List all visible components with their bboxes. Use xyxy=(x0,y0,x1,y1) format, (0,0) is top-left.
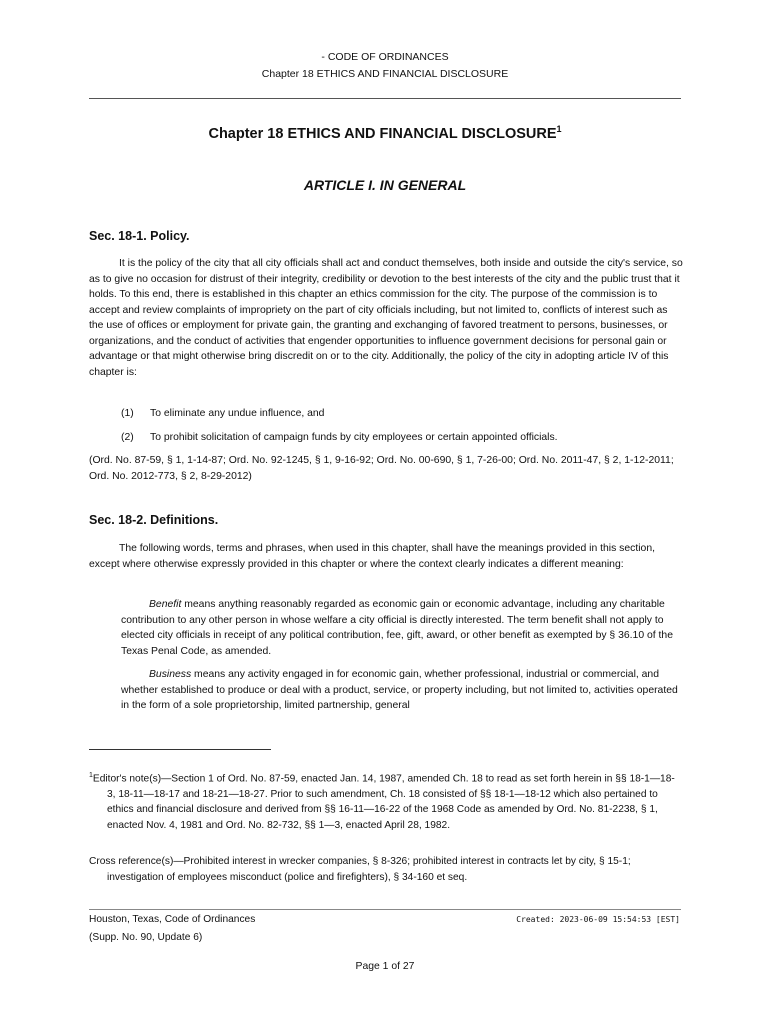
footnote-marker: 1 xyxy=(89,772,93,779)
header-divider xyxy=(89,98,681,99)
policy-list-item xyxy=(121,430,558,445)
chapter-title-text: Chapter 18 ETHICS AND FINANCIAL DISCLOSURE xyxy=(208,126,557,142)
footnote-editors-note xyxy=(89,768,681,833)
list-item-text: To eliminate any undue influence, and xyxy=(150,408,325,419)
definition-benefit xyxy=(121,597,681,659)
footnote-cross-reference: Cross reference(s)—Prohibited interest in wrecker companies, § 8-326; prohibited interest in contracts let by city, § 15-1; investigation of employees misconduct (police and firefighters), § 34-160 et seq. xyxy=(89,856,631,883)
footnote-text: Editor's note(s)—Section 1 of Ord. No. 87-59, enacted Jan. 14, 1987, amended Ch. 18 to read as set forth herein in §§ 18-1—18-3, 18-11—18-17 and 18-21—18-27. Prior to such amendment, Ch. 18 consisted of §§ 18-1—18-12 which also pertained to ethics and financial disclosure and derived from §§ 16-11—16-22 of the 1968 Code as amended by Ord. No. 81-2238, § 1, enacted Nov. 4, 1981 and Ord. No. 82-732, §§ 1—3, enacted April 28, 1982. xyxy=(92,773,675,831)
running-header-chapter: Chapter 18 ETHICS AND FINANCIAL DISCLOSURE xyxy=(261,68,509,80)
footer-divider xyxy=(89,909,681,910)
section-18-2-intro: The following words, terms and phrases, when used in this chapter, shall have the meanings provided in this section, except where otherwise expressly provided in this chapter or where the context clearly indicates a different meaning: xyxy=(89,543,655,570)
footer-created-timestamp: Created: 2023-06-09 15:54:53 [EST] xyxy=(516,915,680,924)
list-item-number: (1) xyxy=(121,408,134,419)
page-number: Page 1 of 27 xyxy=(355,961,415,972)
footnote-divider xyxy=(89,749,271,750)
section-18-1-body: It is the policy of the city that all city officials shall act and conduct themselves, both inside and outside the city's service, so as to give no occasion for distrust of their integrity, credibility or devotion to the best interests of the city and the public trust that it holds. To this end, there is established in this chapter an ethics commission for the city. The purpose of the commission is to accept and review complaints of impropriety on the part of city officials including, but not limited to, conflicts of interest such as the use of offices or employment for private gain, the granting and exchanging of favored treatment to persons, businesses, or organizations, and the conduct of activities that engender opportunities to influence government decisions for personal gain or advantage or that might otherwise bring discredit on or to the city. Additionally, the policy of the city in adopting article IV of this chapter is: xyxy=(89,258,683,378)
footer-supplement: (Supp. No. 90, Update 6) xyxy=(89,932,203,943)
article-title: ARTICLE I. IN GENERAL xyxy=(303,177,467,193)
definition-text: means anything reasonably regarded as economic gain or economic advantage, including any charitable contribution to any other person in whose welfare a city official is directly interested. The term benefit shall not apply to elected city officials in receipt of any political contribution, fee, gift, award, or other benefit as exempted by § 36.10 of the Texas Penal Code, as amended. xyxy=(121,599,673,657)
list-item-number: (2) xyxy=(121,432,134,443)
definition-business xyxy=(121,667,681,714)
definition-term: Business xyxy=(149,669,192,680)
definition-text: means any activity engaged in for economic gain, whether professional, industrial or commercial, and whether established to produce or deal with a product, service, or property including, but not limited to, activities operated in the form of a sole proprietorship, limited partnership, general xyxy=(121,669,678,711)
section-18-2-title: Sec. 18-2. Definitions. xyxy=(89,513,219,527)
chapter-footnote-ref[interactable]: 1 xyxy=(556,124,562,134)
section-18-1-history: (Ord. No. 87-59, § 1, 1-14-87; Ord. No. 92-1245, § 1, 9-16-92; Ord. No. 00-690, § 1, 7-26-00; Ord. No. 2011-47, § 2, 1-12-2011; Ord. No. 2012-773, § 2, 8-29-2012) xyxy=(89,455,674,482)
list-item-text: To prohibit solicitation of campaign funds by city employees or certain appointed officials. xyxy=(150,432,558,443)
chapter-title xyxy=(0,126,770,142)
running-header-code: - CODE OF ORDINANCES xyxy=(321,51,449,63)
footer-source: Houston, Texas, Code of Ordinances xyxy=(89,914,256,925)
section-18-1-title: Sec. 18-1. Policy. xyxy=(89,229,190,243)
policy-list-item xyxy=(121,406,324,421)
definition-term: Benefit xyxy=(149,599,182,610)
